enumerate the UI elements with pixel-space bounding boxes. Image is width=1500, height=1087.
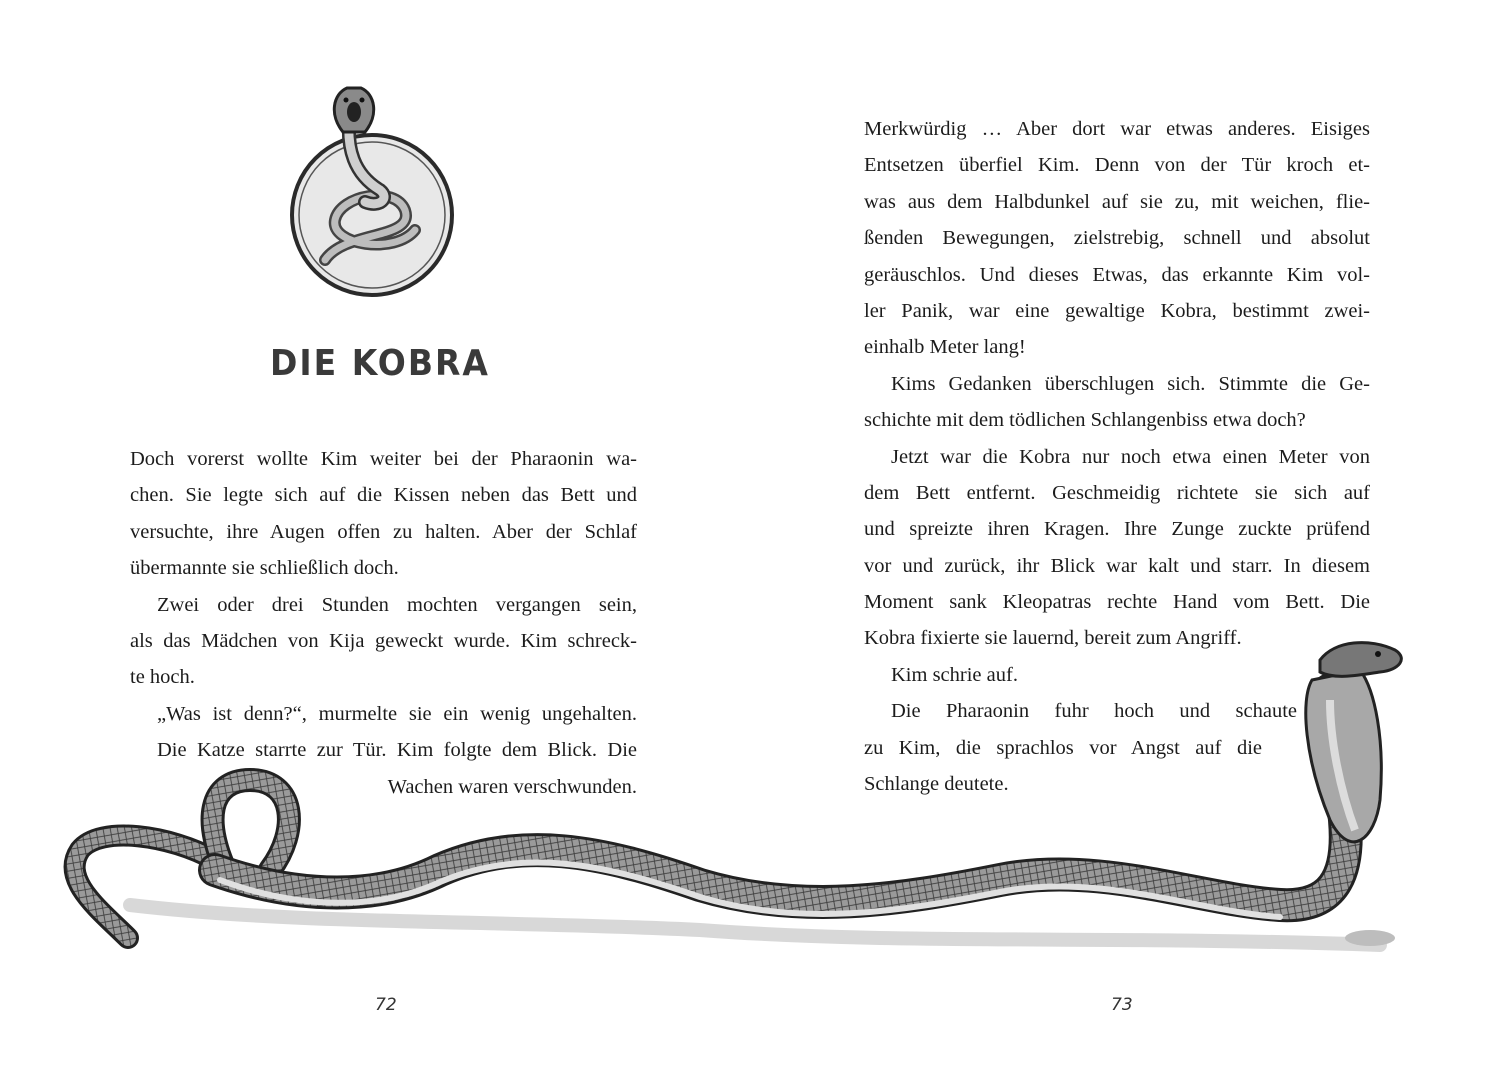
text-line: schichte mit dem tödlichen Schlangenbiss etwa doch? <box>864 409 1306 432</box>
text-line: Die Pharaonin fuhr hoch und schaute <box>891 700 1297 723</box>
text-line: ler Panik, war eine gewaltige Kobra, bestimmt zwei- <box>864 299 1370 322</box>
text-line: was aus dem Halbdunkel auf sie zu, mit weichen, flie- <box>864 190 1370 213</box>
text-line: Merkwürdig … Aber dort war etwas anderes. Eisiges <box>864 118 1370 140</box>
page-number-left: 72 <box>375 995 397 1015</box>
text-line: als das Mädchen von Kija geweckt wurde. Kim schreck- <box>130 629 637 652</box>
text-line: ßenden Bewegungen, zielstrebig, schnell und absolut <box>864 227 1370 250</box>
text-line: Kobra fixierte sie lauernd, bereit zum Angriff. <box>864 627 1242 650</box>
text-line: Zwei oder drei Stunden mochten vergangen sein, <box>157 593 637 616</box>
text-line: zu Kim, die sprachlos vor Angst auf die <box>864 736 1262 759</box>
text-line: Schlange deutete. <box>864 773 1009 796</box>
text-line: geräuschlos. Und dieses Etwas, das erkannte Kim vol- <box>864 263 1370 286</box>
text-line: versuchte, ihre Augen offen zu halten. Aber der Schlaf <box>130 520 637 543</box>
cobra-emblem-icon <box>285 80 460 300</box>
text-line: Kim schrie auf. <box>891 663 1018 686</box>
chapter-title: DIE KOBRA <box>270 341 490 384</box>
text-line: Entsetzen überfiel Kim. Denn von der Tür kroch et- <box>864 154 1370 177</box>
text-line: te hoch. <box>130 666 195 689</box>
text-line: Die Katze starrte zur Tür. Kim folgte dem Blick. Die <box>157 739 637 762</box>
right-body-text <box>864 111 1370 802</box>
text-line: „Was ist denn?“, murmelte sie ein wenig ungehalten. <box>157 702 637 725</box>
text-line: Moment sank Kleopatras rechte Hand vom Bett. Die <box>864 591 1370 614</box>
text-line: Kims Gedanken überschlugen sich. Stimmte die Ge- <box>891 372 1370 395</box>
left-body-text <box>130 441 637 805</box>
text-line: vor und zurück, ihr Blick war kalt und starr. In diesem <box>864 554 1370 577</box>
text-line: dem Bett entfernt. Geschmeidig richtete sie sich auf <box>864 481 1370 504</box>
text-line: einhalb Meter lang! <box>864 336 1026 359</box>
text-line: übermannte sie schließlich doch. <box>130 557 399 580</box>
text-line: Doch vorerst wollte Kim weiter bei der Pharaonin wa- <box>130 448 637 470</box>
text-line: chen. Sie legte sich auf die Kissen neben das Bett und <box>130 484 637 507</box>
text-line: Wachen waren verschwunden. <box>387 775 637 798</box>
page-number-right: 73 <box>1111 995 1133 1015</box>
text-line: und spreizte ihren Kragen. Ihre Zunge zuckte prüfend <box>864 518 1370 541</box>
text-line: Jetzt war die Kobra nur noch etwa einen Meter von <box>891 445 1370 468</box>
